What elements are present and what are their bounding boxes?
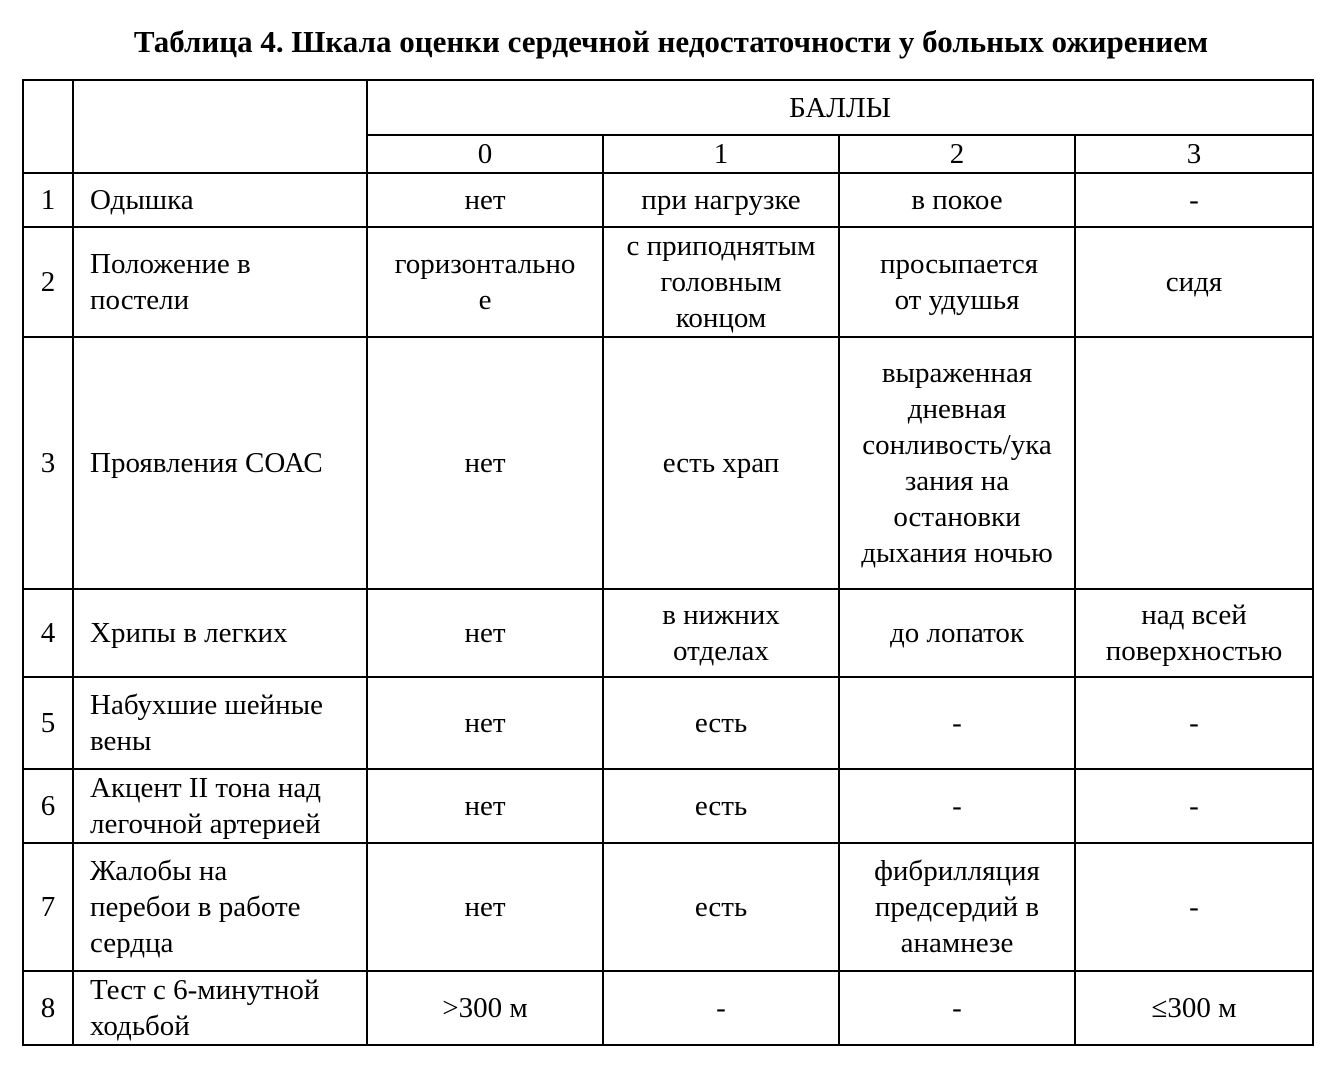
row-value-score-2: выраженная дневная сонливость/ука зания на остановки дыхания ночью: [839, 337, 1075, 589]
row-value-score-0: нет: [367, 589, 603, 677]
row-value-score-2: -: [839, 769, 1075, 843]
row-value-score-0: нет: [367, 677, 603, 769]
row-value-score-1: есть храп: [603, 337, 839, 589]
table-row: [23, 769, 1313, 843]
row-parameter: Тест с 6-минутной ходьбой: [73, 971, 367, 1045]
row-value-score-3: ≤300 м: [1075, 971, 1313, 1045]
row-value-score-1: есть: [603, 769, 839, 843]
row-value-score-2: до лопаток: [839, 589, 1075, 677]
row-value-score-0: >300 м: [367, 971, 603, 1045]
row-value-score-3: сидя: [1075, 227, 1313, 337]
row-number: 5: [23, 677, 73, 769]
row-value-score-2: -: [839, 971, 1075, 1045]
row-number: 8: [23, 971, 73, 1045]
header-name-cell: [73, 80, 367, 173]
table-row: [23, 337, 1313, 589]
header-score-cell: 0: [367, 135, 603, 173]
row-parameter: Акцент II тона над легочной артерией: [73, 769, 367, 843]
row-number: 7: [23, 843, 73, 971]
row-number: 1: [23, 173, 73, 227]
header-row-group: [23, 80, 1313, 135]
header-score-cell: 1: [603, 135, 839, 173]
row-value-score-3: -: [1075, 843, 1313, 971]
row-value-score-0: горизонтально е: [367, 227, 603, 337]
row-value-score-1: в нижних отделах: [603, 589, 839, 677]
header-num-cell: [23, 80, 73, 173]
row-value-score-3: [1075, 337, 1313, 589]
row-parameter: Одышка: [73, 173, 367, 227]
header-group-label: БАЛЛЫ: [367, 80, 1313, 135]
row-value-score-2: -: [839, 677, 1075, 769]
row-value-score-3: -: [1075, 173, 1313, 227]
row-value-score-2: просыпается от удушья: [839, 227, 1075, 337]
row-parameter: Хрипы в легких: [73, 589, 367, 677]
row-number: 4: [23, 589, 73, 677]
row-value-score-3: -: [1075, 677, 1313, 769]
row-value-score-0: нет: [367, 769, 603, 843]
row-parameter: Проявления СОАС: [73, 337, 367, 589]
row-value-score-2: в покое: [839, 173, 1075, 227]
table-title: Таблица 4. Шкала оценки сердечной недостаточности у больных ожирением: [133, 24, 1209, 59]
table-row: [23, 589, 1313, 677]
row-value-score-1: с приподнятым головным концом: [603, 227, 839, 337]
row-parameter: Положение в постели: [73, 227, 367, 337]
table-row: [23, 227, 1313, 337]
row-value-score-1: при нагрузке: [603, 173, 839, 227]
heart-failure-scale-table: [22, 79, 1314, 1046]
table-row: [23, 843, 1313, 971]
row-value-score-0: нет: [367, 173, 603, 227]
row-parameter: Набухшие шейные вены: [73, 677, 367, 769]
row-number: 2: [23, 227, 73, 337]
row-value-score-1: есть: [603, 843, 839, 971]
header-score-cell: 3: [1075, 135, 1313, 173]
row-number: 3: [23, 337, 73, 589]
row-value-score-1: есть: [603, 677, 839, 769]
header-score-cell: 2: [839, 135, 1075, 173]
row-value-score-0: нет: [367, 843, 603, 971]
row-parameter: Жалобы на перебои в работе сердца: [73, 843, 367, 971]
row-number: 6: [23, 769, 73, 843]
table-row: [23, 971, 1313, 1045]
table-row: [23, 677, 1313, 769]
row-value-score-3: над всей поверхностью: [1075, 589, 1313, 677]
row-value-score-1: -: [603, 971, 839, 1045]
row-value-score-0: нет: [367, 337, 603, 589]
row-value-score-2: фибрилляция предсердий в анамнезе: [839, 843, 1075, 971]
row-value-score-3: -: [1075, 769, 1313, 843]
table-row: [23, 173, 1313, 227]
